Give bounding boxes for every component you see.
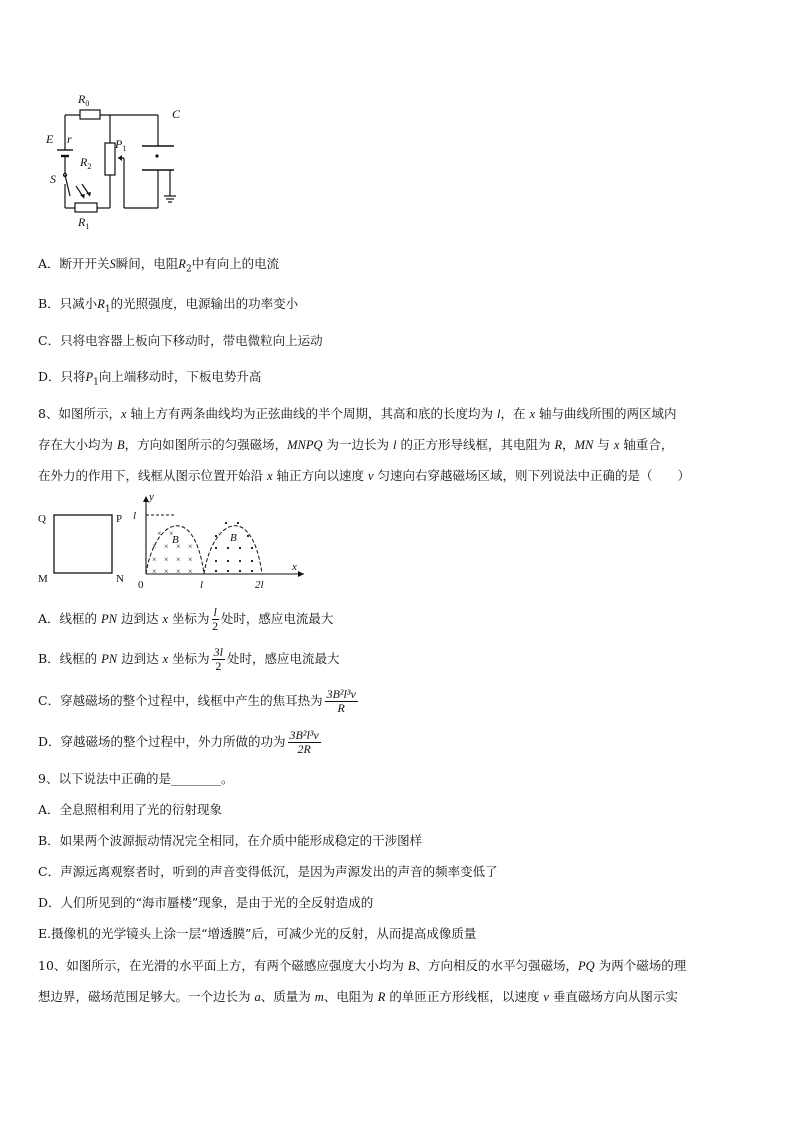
q9-option-c: C．声源远离观察者时，听到的声音变得低沉，是因为声源发出的声音的频率变低了: [38, 864, 498, 879]
svg-text:l: l: [133, 510, 137, 522]
svg-text:Q: Q: [38, 513, 46, 525]
label-e: E: [46, 132, 54, 146]
svg-text:×: ×: [169, 529, 174, 538]
q8-option-d: D．穿越磁场的整个过程中，外力所做的功为 $\frac{\text{3B²l³v}}{2R}$: [38, 728, 319, 756]
svg-text:2l: 2l: [255, 579, 264, 591]
square-frame-mnpq: [54, 515, 112, 573]
field-out-of-page: [215, 522, 253, 572]
q8-option-c: C．穿越磁场的整个过程中，线框中产生的焦耳热为 $\frac{\text{3B²l³v}}{R}$: [38, 687, 356, 715]
q7-option-b: B．只减小$R_1$的光照强度，电源输出的功率变小: [38, 296, 299, 315]
svg-text:M: M: [38, 573, 48, 585]
q7-option-c: C．只将电容器上板向下移动时，带电微粒向上运动: [38, 333, 323, 348]
svg-text:0: 0: [138, 579, 144, 591]
svg-text:×: ×: [152, 567, 157, 576]
q9-stem: 9、以下说法中正确的是________。: [38, 771, 234, 786]
label-c: C: [172, 107, 181, 121]
svg-text:l: l: [200, 579, 204, 591]
label-s: S: [50, 172, 56, 186]
resistor-r1: [75, 203, 97, 212]
svg-text:×: ×: [176, 542, 181, 551]
svg-text:×: ×: [164, 542, 169, 551]
q8-stem-line3: 在外力的作用下，线框从图示位置开始沿 x 轴正方向以速度 v 匀速向右穿越磁场区域，则下列说法中正确的是（ ）: [38, 468, 691, 483]
svg-text:×: ×: [188, 567, 193, 576]
q10-stem-line1: 10、如图所示，在光滑的水平面上方，有两个磁感应强度大小均为 B、方向相反的水平匀强磁场，PQ 为两个磁场的理: [38, 958, 687, 973]
fraction-heat: $\frac{\text{3B²l³v}}{R}$: [326, 687, 356, 715]
q8-option-b: B．线框的 PN 边到达 x 坐标为 $\frac{3l}{2}$ 处时，感应电流最大: [38, 645, 340, 673]
svg-text:×: ×: [164, 555, 169, 564]
svg-text:×: ×: [157, 529, 162, 538]
q10-stem-line2: 想边界，磁场范围足够大。一个边长为 a、质量为 m、电阻为 R 的单匝正方形线框，以速度 v 垂直磁场方向从图示实: [38, 989, 678, 1004]
q8-option-a: A．线框的 PN 边到达 x 坐标为 $\frac{l}{2}$ 处时，感应电流最大: [38, 605, 334, 633]
resistor-r2: [105, 143, 115, 175]
q7-option-d: D．只将$P_1$向上端移动时，下板电势升高: [38, 369, 262, 388]
svg-text:P: P: [116, 513, 123, 525]
fraction-l-over-2: $\frac{l}{2}$: [212, 605, 219, 633]
svg-text:×: ×: [152, 555, 157, 564]
fraction-3l-over-2: $\frac{3l}{2}$: [213, 645, 223, 673]
svg-text:×: ×: [176, 567, 181, 576]
q7-option-a: A．断开开关S瞬间，电阻$R_2$中有向上的电流: [38, 256, 280, 275]
q8-stem-line2: 存在大小均为 B，方向如图所示的匀强磁场，MNPQ 为一边长为 l 的正方形导线框，其电阻为 R，MN 与 x 轴重合，: [38, 437, 674, 452]
resistor-r0: [80, 110, 100, 119]
label-r1: $R_1$: [78, 215, 90, 231]
circuit-diagram: [40, 88, 200, 233]
svg-text:×: ×: [188, 555, 193, 564]
label-r: r: [67, 132, 72, 146]
q9-option-b: B．如果两个波源振动情况完全相同，在介质中能形成稳定的干涉图样: [38, 833, 423, 848]
svg-text:N: N: [116, 573, 124, 585]
q9-option-a: A．全息照相利用了光的衍射现象: [38, 802, 223, 817]
svg-text:×: ×: [176, 555, 181, 564]
q9-option-e: E.摄像机的光学镜头上涂一层“增透膜”后，可减少光的反射，从而提高成像质量: [38, 926, 477, 941]
svg-text:B: B: [172, 534, 179, 546]
q8-figure: [36, 490, 316, 600]
label-r0: $R_0$: [78, 92, 90, 108]
q8-stem-line1: 8、如图所示，x 轴上方有两条曲线均为正弦曲线的半个周期，其高和底的长度均为 l，在 x 轴与曲线所围的两区域内: [38, 406, 677, 421]
charged-particle: [155, 154, 158, 157]
fraction-work: $\frac{\text{3B²l³v}}{2R}$: [289, 728, 319, 756]
svg-text:×: ×: [164, 567, 169, 576]
q9-option-d: D．人们所见到的“海市蜃楼”现象，是由于光的全反射造成的: [38, 895, 374, 910]
label-p1: $P_1$: [115, 137, 127, 153]
svg-text:×: ×: [188, 542, 193, 551]
svg-text:y: y: [149, 491, 154, 503]
svg-text:×: ×: [152, 542, 157, 551]
svg-text:x: x: [292, 561, 297, 573]
label-r2: $R_2$: [80, 155, 92, 171]
svg-text:B: B: [230, 532, 237, 544]
